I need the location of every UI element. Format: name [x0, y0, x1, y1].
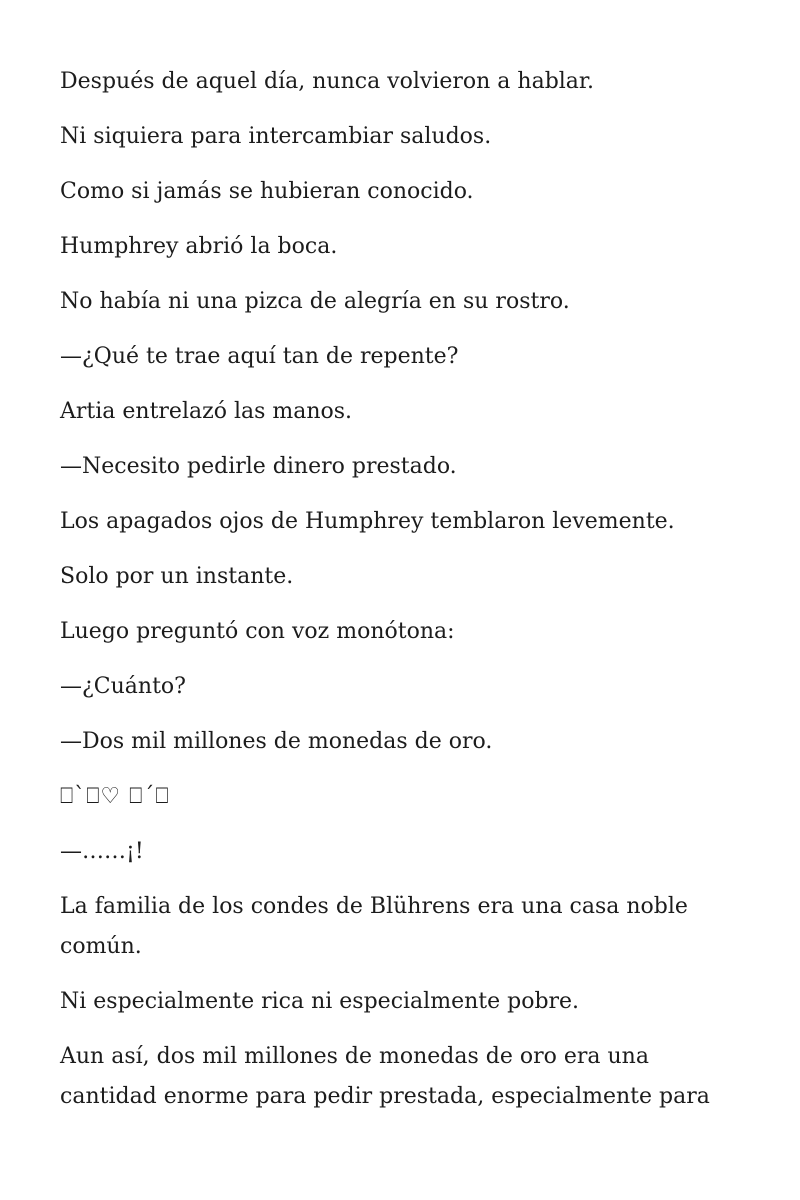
paragraph: Solo por un instante. — [60, 564, 294, 589]
paragraph: Luego preguntó con voz monótona: — [60, 619, 455, 644]
dialogue-line: —……¡! — [60, 839, 144, 864]
paragraph: Los apagados ojos de Humphrey temblaron levemente. — [60, 509, 675, 534]
paragraph: Después de aquel día, nunca volvieron a hablar. — [60, 69, 595, 94]
paragraph: Ni siquiera para intercambiar saludos. — [60, 124, 492, 149]
scene-break-ornament: ⎕`⎕♡ ⎕´⎕ — [60, 784, 170, 809]
dialogue-line: —¿Cuánto? — [60, 674, 186, 699]
paragraph: Aun así, dos mil millones de monedas de oro era una cantidad enorme para pedir prestada, especialmente para — [60, 1044, 710, 1109]
paragraph: La familia de los condes de Blührens era una casa noble común. — [60, 894, 688, 959]
dialogue-line: —Dos mil millones de monedas de oro. — [60, 729, 493, 754]
document-body — [60, 62, 740, 1132]
paragraph: Como si jamás se hubieran conocido. — [60, 179, 474, 204]
paragraph: No había ni una pizca de alegría en su rostro. — [60, 289, 570, 314]
paragraph: Artia entrelazó las manos. — [60, 399, 353, 424]
dialogue-line: —Necesito pedirle dinero prestado. — [60, 454, 457, 479]
paragraph: Ni especialmente rica ni especialmente pobre. — [60, 989, 580, 1014]
dialogue-line: —¿Qué te trae aquí tan de repente? — [60, 344, 459, 369]
paragraph: Humphrey abrió la boca. — [60, 234, 338, 259]
